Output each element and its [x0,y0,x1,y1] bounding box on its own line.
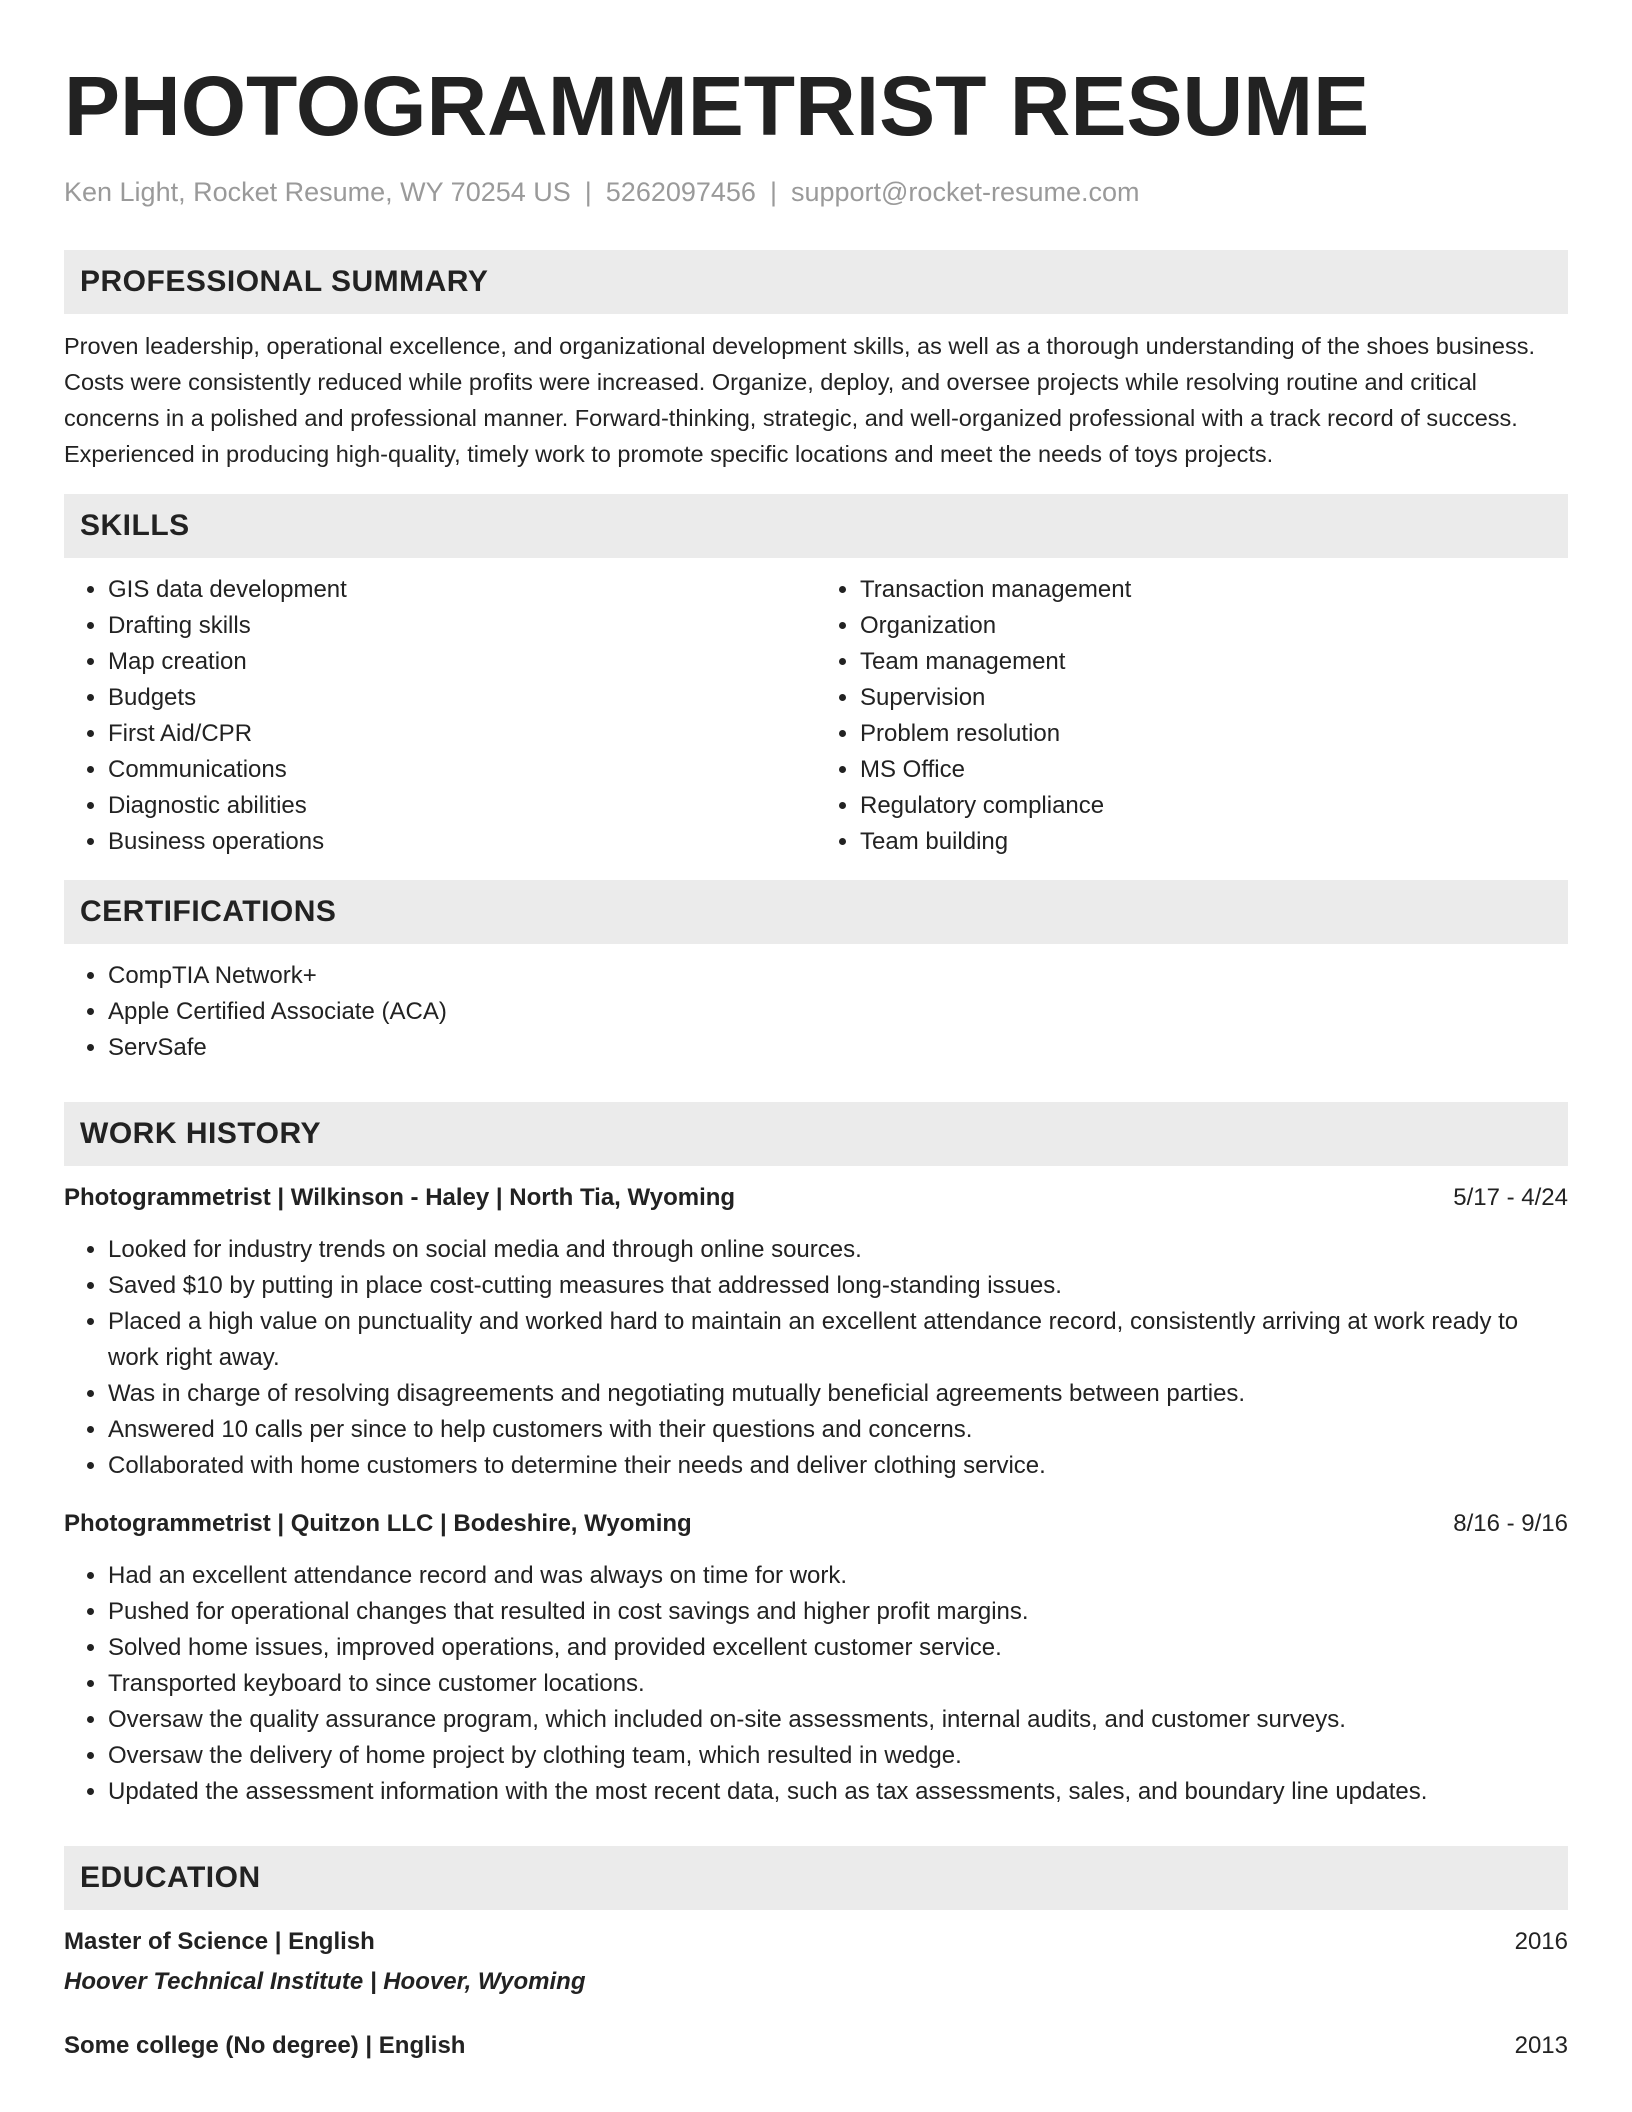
job-dates: 8/16 - 9/16 [1453,1510,1568,1538]
list-item: • Communications [108,752,816,788]
list-item: • Supervision [860,680,1568,716]
job-title: Photogrammetrist | Wilkinson - Haley | North Tia, Wyoming [64,1184,736,1212]
list-item: • Budgets [108,680,816,716]
job-bullets [64,1558,1568,1810]
list-item: • Map creation [108,644,816,680]
list-item: • CompTIA Network+ [108,958,1568,994]
list-item: • Collaborated with home customers to determine their needs and deliver clothing service. [108,1448,1568,1484]
list-item: • Answered 10 calls per since to help customers with their questions and concerns. [108,1412,1568,1448]
list-item: • GIS data development [108,572,816,608]
list-item: • Business operations [108,824,816,860]
page-title: PHOTOGRAMMETRIST RESUME [64,59,1370,153]
job-entry [64,1180,1568,1484]
education-header [64,2028,1568,2064]
education-degree: Master of Science | English [64,1928,375,1956]
education-year: 2013 [1514,2032,1568,2060]
list-item: • Team management [860,644,1568,680]
work-history-list [64,1180,1568,1810]
section-heading-certifications: CERTIFICATIONS [64,880,1568,944]
list-item: • Solved home issues, improved operations, and provided excellent customer service. [108,1630,1568,1666]
list-item: • MS Office [860,752,1568,788]
job-header [64,1506,1568,1542]
list-item: • Pushed for operational changes that resulted in cost savings and higher profit margins. [108,1594,1568,1630]
list-item: • Transaction management [860,572,1568,608]
section-heading-summary: PROFESSIONAL SUMMARY [64,250,1568,314]
education-list [64,1924,1568,2064]
skills-column-right [816,572,1568,860]
job-entry [64,1506,1568,1810]
list-item: • Problem resolution [860,716,1568,752]
list-item: • Looked for industry trends on social media and through online sources. [108,1232,1568,1268]
education-entry [64,1924,1568,2000]
list-item: • Oversaw the delivery of home project by clothing team, which resulted in wedge. [108,1738,1568,1774]
list-item: • Placed a high value on punctuality and worked hard to maintain an excellent attendance record, consistently arriving at work ready to work right away. [108,1304,1568,1376]
list-item: • Was in charge of resolving disagreements and negotiating mutually beneficial agreements between parties. [108,1376,1568,1412]
list-item: • Team building [860,824,1568,860]
skills-list-left [64,572,816,860]
contact-email: support@rocket-resume.com [790,177,1140,207]
education-degree: Some college (No degree) | English [64,2032,466,2060]
list-item: • First Aid/CPR [108,716,816,752]
job-bullets [64,1232,1568,1484]
contact-separator: | [769,177,777,207]
skills-list-right [816,572,1568,860]
section-heading-skills: SKILLS [64,494,1568,558]
certifications-list [64,958,1568,1066]
list-item: • Had an excellent attendance record and was always on time for work. [108,1558,1568,1594]
education-year: 2016 [1514,1928,1568,1956]
education-header [64,1924,1568,1960]
section-heading-work-history: WORK HISTORY [64,1102,1568,1166]
education-institution: Hoover Technical Institute | Hoover, Wyoming [64,1968,586,1996]
section-heading-education: EDUCATION [64,1846,1568,1910]
list-item: • Diagnostic abilities [108,788,816,824]
job-title: Photogrammetrist | Quitzon LLC | Bodeshire, Wyoming [64,1510,692,1538]
contact-separator: | [584,177,592,207]
job-dates: 5/17 - 4/24 [1453,1184,1568,1212]
list-item: • ServSafe [108,1030,1568,1066]
list-item: • Updated the assessment information with the most recent data, such as tax assessments, sales, and boundary line updates. [108,1774,1568,1810]
list-item: • Regulatory compliance [860,788,1568,824]
skills-grid [64,572,1568,860]
list-item: • Transported keyboard to since customer locations. [108,1666,1568,1702]
contact-phone: 5262097456 [605,177,756,207]
contact-line [64,176,1568,208]
education-entry [64,2028,1568,2064]
job-header [64,1180,1568,1216]
list-item: • Oversaw the quality assurance program, which included on-site assessments, internal audits, and customer surveys. [108,1702,1568,1738]
skills-column-left [64,572,816,860]
list-item: • Apple Certified Associate (ACA) [108,994,1568,1030]
summary-text: Proven leadership, operational excellence, and organizational development skills, as well as a thorough understanding of the shoes business. Costs were consistently reduced while profits were increased. Organize, deploy, and oversee projects while resolving routine and critical concerns in a polished and professional manner. Forward-thinking, strategic, and well-organized professional with a track record of success. Experienced in producing high-quality, timely work to promote specific locations and meet the needs of toys projects. [64,333,1535,468]
list-item: • Organization [860,608,1568,644]
list-item: • Drafting skills [108,608,816,644]
contact-address: Ken Light, Rocket Resume, WY 70254 US [64,177,571,207]
list-item: • Saved $10 by putting in place cost-cutting measures that addressed long-standing issues. [108,1268,1568,1304]
